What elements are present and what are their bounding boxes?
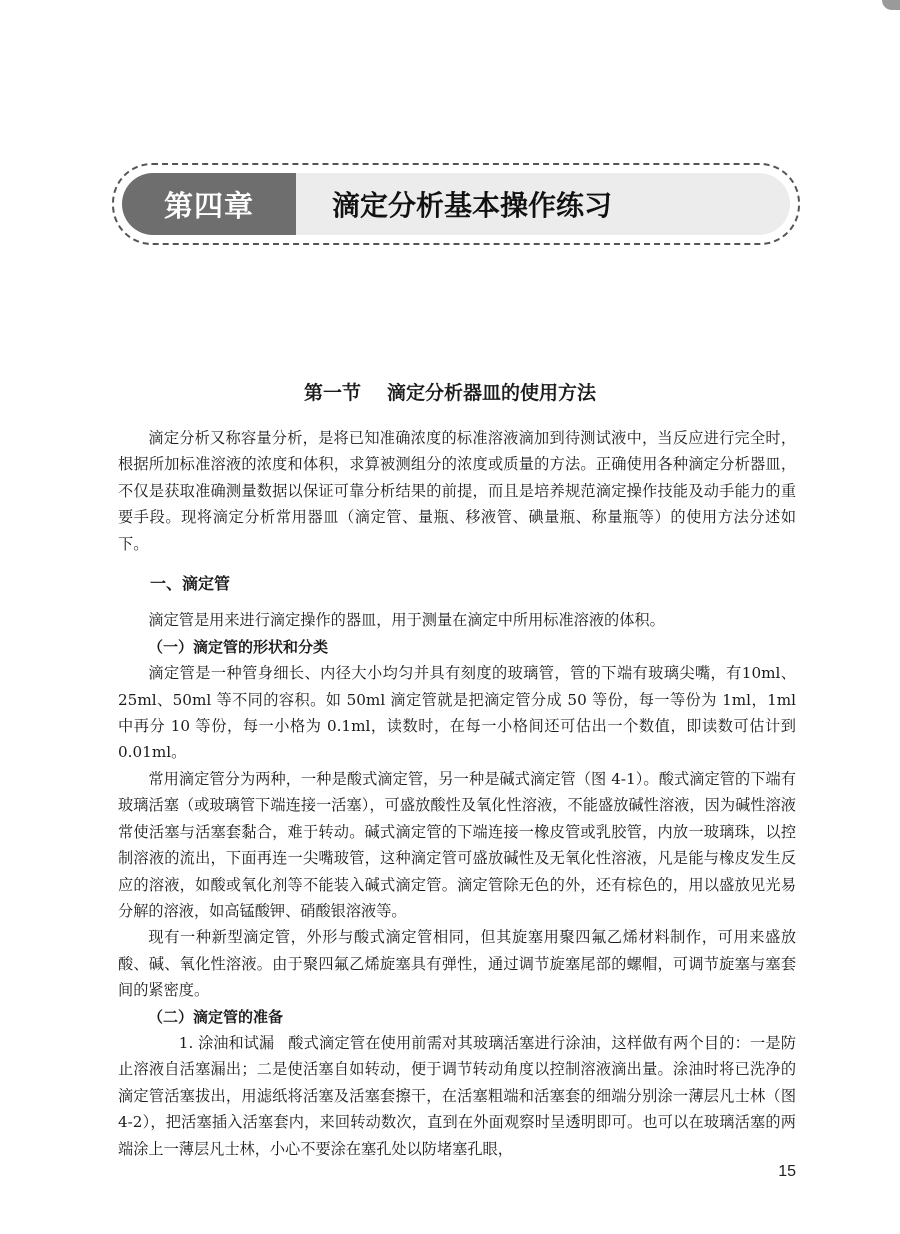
paragraph-greasing [118, 1030, 796, 1162]
intro-paragraph: 滴定分析又称容量分析，是将已知准确浓度的标准溶液滴加到待测试液中，当反应进行完全时，根据所加标准溶液的浓度和体积，求算被测组分的浓度或质量的方法。正确使用各种滴定分析器皿，不仅是获取准确测量数据以保证可靠分析结果的前提，而且是培养规范滴定操作技能及动手能力的重要手段。现将滴定分析常用器皿（滴定管、量瓶、移液管、碘量瓶、称量瓶等）的使用方法分述如下。 [118, 429, 796, 553]
paragraph-new-type: 现有一种新型滴定管，外形与酸式滴定管相同，但其旋塞用聚四氟乙烯材料制作，可用来盛放酸、碱、氧化性溶液。由于聚四氟乙烯旋塞具有弹性，通过调节旋塞尾部的螺帽，可调节旋塞与塞套间的紧密度。 [118, 928, 796, 1000]
part-heading-preparation: （二）滴定管的准备 [148, 1007, 284, 1026]
chapter-title: 滴定分析基本操作练习 [332, 189, 613, 222]
subsection-heading-burette: 一、滴定管 [150, 574, 231, 594]
body-text [118, 425, 796, 1162]
item-label-greasing: 1. 涂油和试漏 [178, 1033, 275, 1052]
paragraph-types: 常用滴定管分为两种，一种是酸式滴定管，另一种是碱式滴定管（图 4-1）。酸式滴定管的下端有玻璃活塞（或玻璃管下端连接一活塞），可盛放酸性及氧化性溶液，不能盛放碱性溶液，因为碱性溶液常使活塞与活塞套黏合，难于转动。碱式滴定管的下端连接一橡皮管或乳胶管，内放一玻璃珠，以控制溶液的流出，下面再连一尖嘴玻管，这种滴定管可盛放碱性及无氧化性溶液，凡是能与橡皮发生反应的溶液，如酸或氧化剂等不能装入碱式滴定管。滴定管除无色的外，还有棕色的，用以盛放见光易分解的溶液，如高锰酸钾、硝酸银溶液等。 [118, 769, 796, 920]
paragraph-shape: 滴定管是一种管身细长、内径大小均匀并具有刻度的玻璃管，管的下端有玻璃尖嘴，有10ml、25ml、50ml 等不同的容积。如 50ml 滴定管就是把滴定管分成 50 等份，每一等份为 1ml，1ml 中再分 10 等份，每一小格为 0.1ml，读数时，在每一小格间还可估出一个数值，即读数可估计到 0.01ml。 [118, 664, 796, 762]
part-heading-shape-classification: （一）滴定管的形状和分类 [148, 637, 329, 656]
corner-tab-mark [882, 0, 900, 10]
chapter-banner [112, 163, 800, 245]
section-heading [0, 378, 900, 405]
burette-intro-paragraph: 滴定管是用来进行滴定操作的器皿，用于测量在滴定中所用标准溶液的体积。 [148, 611, 665, 630]
page-number: 15 [778, 1163, 796, 1180]
chapter-banner-pill [122, 173, 790, 235]
chapter-number: 第四章 [122, 173, 296, 235]
section-title: 滴定分析器皿的使用方法 [387, 382, 597, 404]
item-text-greasing: 酸式滴定管在使用前需对其玻璃活塞进行涂油，这样做有两个目的：一是防止溶液自活塞漏出；二是使活塞自如转动，便于调节转动角度以控制溶液滴出量。涂油时将已洗净的滴定管活塞拔出，用滤纸将活塞及活塞套擦干，在活塞粗端和活塞套的细端分别涂一薄层凡士林（图 4-2），把活塞插入活塞套内，来回转动数次，直到在外面观察时呈透明即可。也可以在玻璃活塞的两端涂上一薄层凡士林，小心不要涂在塞孔处以防堵塞孔眼， [118, 1033, 796, 1158]
section-number: 第一节 [303, 382, 361, 404]
